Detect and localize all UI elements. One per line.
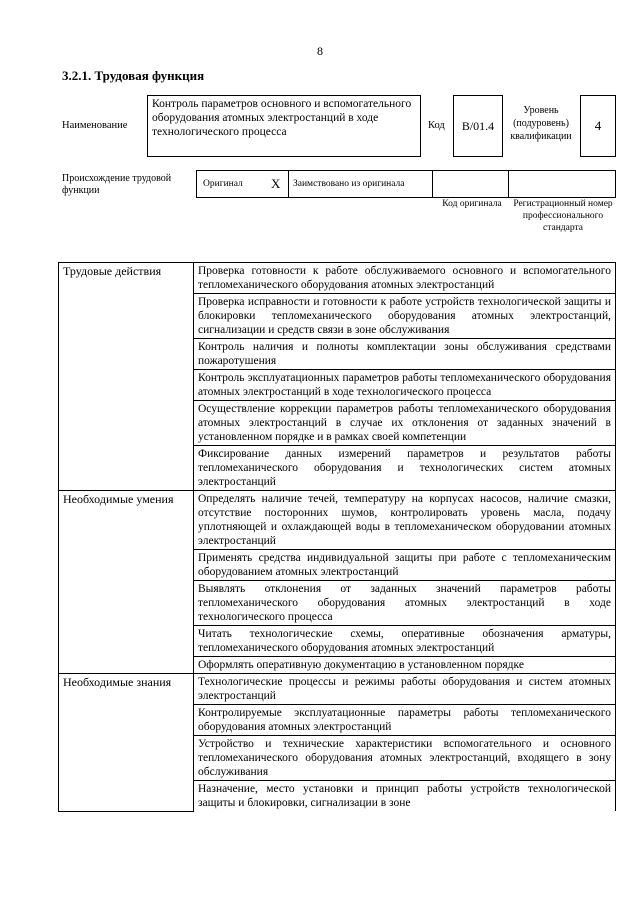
list-item: Проверка исправности и готовности к работе устройств технологической защиты и блокировки тепломеханического оборудования атомных электростанций, сигнализации и средств связи в зоне обслуживания [194,294,616,339]
list-item: Осуществление коррекции параметров работы тепломеханического оборудования атомных электростанций в случае их отклонения от заданных значений в установленном порядке и в рамках своей компетенции [194,401,616,446]
category-label: Необходимые знания [59,674,194,812]
list-item: Технологические процессы и режимы работы оборудования и систем атомных электростанций [194,674,616,705]
reg-number-cell [509,170,616,198]
list-item: Контролируемые эксплуатационные параметры работы тепломеханического оборудования атомных электростанций [194,705,616,736]
original-label: Оригинал [203,179,243,189]
borrowed-cell [289,170,433,198]
list-item: Выявлять отклонения от заданных значений параметров работы тепломеханического оборудования атомных электростанций в ходе технологического процесса [194,581,616,626]
function-name-box: Контроль параметров основного и вспомогательного оборудования атомных электростанций в ходе технологического процесса [147,95,421,157]
list-item: Оформлять оперативную документацию в установленном порядке [194,657,616,674]
reg-number-caption: Регистрационный номер профессионального стандарта [513,199,613,233]
qualification-level-value: 4 [580,95,616,157]
origin-code-cell [433,170,509,198]
category-label: Трудовые действия [59,263,194,491]
list-item: Фиксирование данных измерений параметров и результатов работы тепломеханического оборудования и технологических систем атомных электростанций [194,446,616,491]
code-original-caption: Код оригинала [442,199,502,209]
table-row [59,491,616,550]
list-item: Применять средства индивидуальной защиты при работе с тепломеханическим оборудованием атомных электростанций [194,550,616,581]
list-item: Назначение, место установки и принцип работы устройств технологической защиты и блокировки, сигнализации в зоне [194,781,616,812]
list-item: Проверка готовности к работе обслуживаемого основного и вспомогательного тепломеханического оборудования атомных электростанций [194,263,616,294]
origin-label: Происхождение трудовой функции [62,173,172,196]
list-item: Устройство и технические характеристики вспомогательного и основного тепломеханического оборудования атомных электростанций, входящего в зону обслуживания [194,736,616,781]
function-table [58,262,616,812]
table-row [59,674,616,705]
list-item: Контроль наличия и полноты комплектации зоны обслуживания средствами пожаротушения [194,339,616,370]
original-mark: X [271,176,281,191]
list-item: Определять наличие течей, температуру на корпусах насосов, наличие смазки, отсутствие посторонних шумов, контролировать уровень масла, подачу уплотняющей и охлаждающей воды в тепломеханическом оборудовании атомных электростанций [194,491,616,550]
origin-row [196,170,616,198]
qualification-level-label: Уровень (подуровень) квалификации [510,105,572,142]
name-label: Наименование [62,120,128,131]
section-title: 3.2.1. Трудовая функция [62,68,205,83]
category-label: Необходимые умения [59,491,194,674]
borrowed-label: Заимствовано из оригинала [293,179,405,189]
page-number: 8 [317,44,323,58]
table-row [59,263,616,294]
code-label: Код [428,120,445,131]
original-cell [196,170,289,198]
list-item: Контроль эксплуатационных параметров работы тепломеханического оборудования атомных электростанций в ходе технологического процесса [194,370,616,401]
list-item: Читать технологические схемы, оперативные обозначения арматуры, тепломеханического оборудования атомных электростанций [194,626,616,657]
code-value: B/01.4 [453,95,503,157]
